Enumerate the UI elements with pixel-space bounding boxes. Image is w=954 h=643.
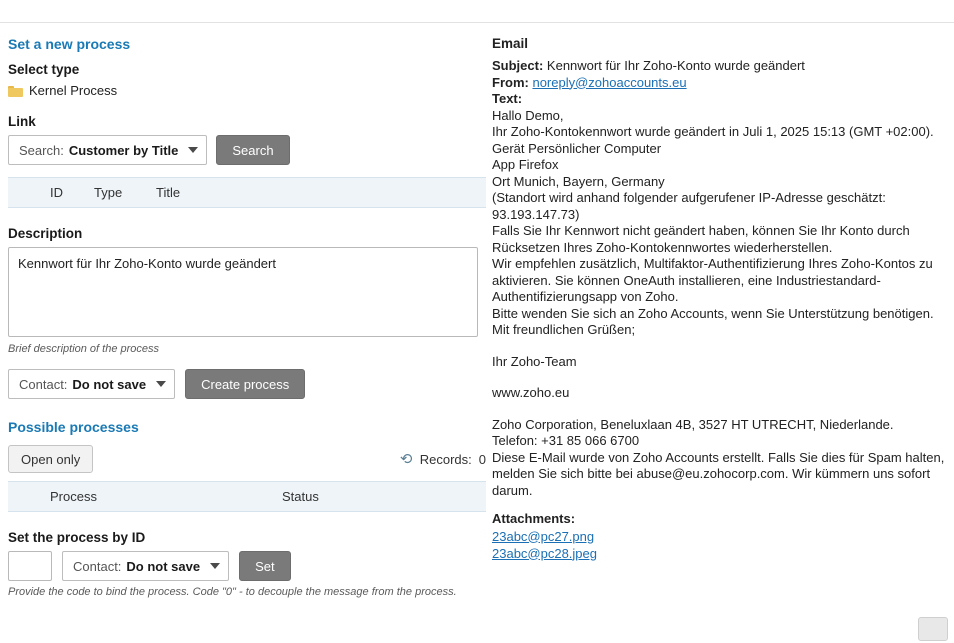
process-col-status[interactable]: Status: [274, 482, 486, 512]
link-label: Link: [8, 114, 36, 129]
email-body-line: Ort Munich, Bayern, Germany: [492, 173, 665, 189]
email-body-line: Rücksetzen Ihres Zoho-Kontokennwortes wiederherstellen.: [492, 239, 833, 255]
email-body-line: Zoho Corporation, Beneluxlaan 4B, 3527 HT UTRECHT, Niederlande.: [492, 416, 894, 432]
email-body-line: Mit freundlichen Grüßen;: [492, 322, 636, 337]
description-label: Description: [8, 226, 83, 241]
email-body-line: (Standort wird anhand folgender aufgerufener IP-Adresse geschätzt:: [492, 190, 886, 205]
processes-table: [8, 481, 486, 512]
set-by-id-hint: Provide the code to bind the process. Code "0" - to decouple the message from the process.: [8, 586, 457, 598]
scroll-corner-button[interactable]: [918, 617, 948, 641]
email-body-line: www.zoho.eu: [492, 385, 570, 400]
email-body: [492, 108, 950, 500]
process-col-blank: [8, 482, 42, 512]
process-panel: [8, 36, 486, 598]
email-body-line: 93.193.147.73): [492, 206, 580, 222]
attachments-label: Attachments:: [492, 511, 576, 526]
search-select-prefix: Search:: [19, 142, 64, 158]
attachment-link[interactable]: 23abc@pc27.png: [492, 528, 595, 544]
description-input[interactable]: [8, 247, 478, 337]
link-col-blank: [8, 178, 42, 208]
email-text-label-text: Text:: [492, 91, 523, 106]
email-body-line: melden Sie sich bitte bei abuse@eu.zohocorp.com. Wir kümmern uns sofort: [492, 466, 931, 481]
email-body-line: Ihr Zoho-Kontokennwort wurde geändert in Juli 1, 2025 15:13 (GMT +02:00).: [492, 124, 934, 139]
email-from-label: From:: [492, 74, 529, 90]
email-title: Email: [492, 36, 529, 51]
table-header-row: [8, 482, 486, 512]
contact-select-prefix: Contact:: [19, 376, 68, 392]
link-col-id[interactable]: ID: [42, 178, 86, 208]
search-type-select[interactable]: [8, 135, 207, 165]
id-contact-save-select[interactable]: [62, 551, 229, 581]
process-col-process[interactable]: Process: [42, 482, 274, 512]
email-body-line: Falls Sie Ihr Kennwort nicht geändert haben, können Sie Ihr Konto durch: [492, 223, 910, 238]
chevron-down-icon: [188, 147, 198, 153]
table-header-row: [8, 178, 486, 208]
records-label: Records:: [419, 451, 472, 467]
email-from-line: [492, 75, 950, 92]
email-body-line: darum.: [492, 482, 533, 498]
email-body-spacer: [492, 370, 950, 385]
page-title: Set a new process: [8, 36, 131, 52]
records-counter: [400, 450, 486, 468]
email-body-spacer: [492, 339, 950, 354]
possible-processes-heading: Possible processes: [8, 419, 139, 435]
link-search-row: [8, 135, 486, 165]
set-button[interactable]: Set: [239, 551, 291, 581]
set-by-id-heading: Set the process by ID: [8, 530, 146, 545]
email-body-line: Wir empfehlen zusätzlich, Multifaktor-Authentifizierung Ihres Zoho-Kontos zu: [492, 256, 933, 271]
refresh-icon[interactable]: ⟳: [400, 451, 413, 468]
email-body-line: Bitte wenden Sie sich an Zoho Accounts, wenn Sie Unterstützung benötigen.: [492, 305, 934, 321]
contact-select-value: Do not save: [72, 376, 147, 392]
process-id-input[interactable]: [8, 551, 52, 581]
records-count: 0: [478, 451, 486, 467]
search-select-value: Customer by Title: [68, 142, 179, 158]
email-body-line: Ihr Zoho-Team: [492, 353, 577, 369]
id-contact-select-value: Do not save: [126, 558, 201, 574]
chevron-down-icon: [210, 563, 220, 569]
link-results-table: [8, 177, 486, 208]
select-type-label: Select type: [8, 62, 80, 77]
search-button[interactable]: Search: [216, 135, 289, 165]
email-body-line: Telefon: +31 85 066 6700: [492, 433, 640, 448]
email-text-label: [492, 91, 950, 108]
email-body-line: Diese E-Mail wurde von Zoho Accounts erstellt. Falls Sie dies für Spam halten,: [492, 449, 945, 465]
chevron-down-icon: [156, 381, 166, 387]
email-from-link[interactable]: noreply@zohoaccounts.eu: [532, 74, 687, 90]
description-hint: Brief description of the process: [8, 343, 160, 355]
open-only-button[interactable]: Open only: [8, 445, 93, 473]
email-body-spacer: [492, 402, 950, 417]
id-contact-select-prefix: Contact:: [73, 558, 122, 574]
set-by-id-row: [8, 551, 486, 581]
link-col-title[interactable]: Title: [148, 178, 486, 208]
kernel-process-item[interactable]: [8, 83, 486, 98]
email-body-line: Authentifizierungsapp von Zoho.: [492, 289, 679, 304]
possible-processes-toolbar: [8, 445, 486, 473]
email-body-line: Hallo Demo,: [492, 107, 564, 123]
email-subject-value: Kennwort für Ihr Zoho-Konto wurde geändert: [546, 58, 805, 73]
email-body-line: aktivieren. Sie können OneAuth installieren, eine Industriestandard-: [492, 272, 881, 288]
email-panel: [492, 36, 950, 562]
header-divider: [0, 22, 954, 23]
folder-icon: [8, 85, 23, 97]
attachment-link[interactable]: 23abc@pc28.jpeg: [492, 545, 597, 561]
email-subject-label: Subject:: [492, 58, 544, 73]
email-subject-line: [492, 58, 950, 75]
kernel-process-label: Kernel Process: [29, 83, 118, 98]
contact-save-select[interactable]: [8, 369, 175, 399]
create-process-row: [8, 369, 486, 399]
email-body-line: App Firefox: [492, 157, 559, 172]
link-col-type[interactable]: Type: [86, 178, 148, 208]
email-body-line: Gerät Persönlicher Computer: [492, 140, 662, 156]
create-process-button[interactable]: Create process: [185, 369, 305, 399]
